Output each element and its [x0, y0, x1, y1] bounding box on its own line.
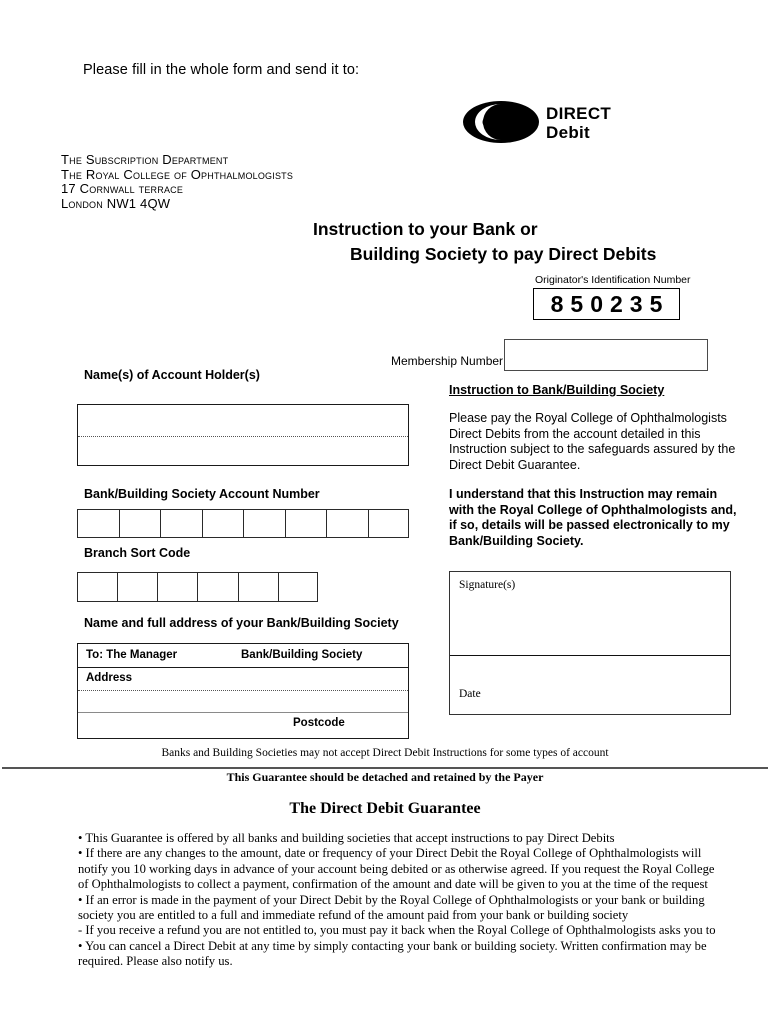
signature-field[interactable]: [450, 572, 730, 656]
sort-digit-cell[interactable]: [197, 572, 237, 602]
bank-address-row[interactable]: [78, 668, 408, 691]
guarantee-paragraph: • This Guarantee is offered by all banks and building societies that accept instructions to pay Direct Debits: [78, 831, 615, 845]
date-label: Date: [459, 688, 481, 700]
address-field-label: Address: [86, 672, 133, 684]
account-digit-cell[interactable]: [243, 509, 285, 538]
account-number-cells[interactable]: [77, 509, 409, 538]
account-digit-cell[interactable]: [202, 509, 244, 538]
names-box-divider: [78, 436, 408, 437]
account-holder-names-label: Name(s) of Account Holder(s): [84, 368, 260, 382]
bank-address-row-2[interactable]: [78, 691, 408, 713]
to-the-manager-label: To: The Manager: [86, 649, 178, 661]
detach-notice: This Guarantee should be detached and retained by the Payer: [226, 770, 544, 784]
sort-digit-cell[interactable]: [278, 572, 318, 602]
membership-number-input[interactable]: [504, 339, 708, 371]
account-digit-cell[interactable]: [368, 509, 410, 538]
guarantee-body: [78, 831, 723, 970]
sort-code-cells[interactable]: [77, 572, 318, 602]
originator-id-value: 850235: [550, 290, 670, 317]
account-digit-cell[interactable]: [285, 509, 327, 538]
bank-postcode-row[interactable]: [78, 713, 408, 738]
svg-text:DIRECT: DIRECT: [546, 104, 612, 123]
sort-digit-cell[interactable]: [157, 572, 197, 602]
sort-digit-cell[interactable]: [77, 572, 117, 602]
signature-label: Signature(s): [459, 579, 516, 591]
membership-number-label: Membership Number: [391, 354, 504, 368]
svg-text:Debit: Debit: [546, 123, 590, 142]
address-line-4: London NW1 4QW: [61, 195, 171, 211]
return-address: [61, 153, 293, 211]
bank-address-table: [77, 643, 409, 739]
account-digit-cell[interactable]: [119, 509, 161, 538]
page-title: [313, 217, 656, 267]
guarantee-paragraph: • You can cancel a Direct Debit at any time by simply contacting your bank or building society. Written confirmation may be required. Please also notify us.: [78, 938, 707, 969]
signature-box: [449, 571, 731, 715]
guarantee-paragraph: • If an error is made in the payment of your Direct Debit by the Royal College of Ophthalmologists or your bank or building society you are entitled to a full and immediate refund of the amount paid from your bank or building society: [78, 892, 705, 923]
guarantee-paragraph: - If you receive a refund you are not entitled to, you must pay it back when the Royal College of Ophthalmologists asks you to: [78, 923, 716, 938]
account-digit-cell[interactable]: [77, 509, 119, 538]
page-title-line-2: Building Society to pay Direct Debits: [350, 244, 657, 264]
sort-digit-cell[interactable]: [117, 572, 157, 602]
instruction-body-text: Please pay the Royal College of Ophthalmologists Direct Debits from the account detailed in this Instruction subject to the safeguards assured by the Direct Debit Guarantee.: [449, 411, 736, 472]
account-holder-names-box[interactable]: [77, 404, 409, 466]
send-to-instruction: Please fill in the whole form and send it to:: [83, 62, 360, 78]
bank-manager-row[interactable]: [78, 644, 408, 668]
account-digit-cell[interactable]: [326, 509, 368, 538]
bank-address-label: Name and full address of your Bank/Building Society: [84, 616, 399, 630]
account-digit-cell[interactable]: [160, 509, 202, 538]
sort-digit-cell[interactable]: [238, 572, 278, 602]
address-line-3: 17 Cornwall terrace: [61, 181, 184, 197]
understanding-text: I understand that this Instruction may remain with the Royal College of Ophthalmologists and, if so, details will be passed electronically to my Bank/Building Society.: [449, 487, 737, 548]
page-title-line-1: Instruction to your Bank or: [313, 219, 538, 239]
instruction-heading: Instruction to Bank/Building Society: [449, 383, 665, 397]
postcode-label: Postcode: [293, 717, 345, 729]
sort-code-label: Branch Sort Code: [84, 546, 191, 560]
tear-off-divider: [2, 767, 768, 769]
guarantee-title: The Direct Debit Guarantee: [289, 800, 481, 817]
bank-building-society-label: Bank/Building Society: [241, 649, 363, 661]
direct-debit-logo: [462, 99, 614, 145]
form-footnote: Banks and Building Societies may not accept Direct Debit Instructions for some types of account: [161, 747, 609, 759]
originator-id-box: [533, 288, 680, 320]
address-line-1: The Subscription Department: [61, 152, 229, 167]
date-field[interactable]: [450, 656, 730, 714]
originator-id-label: Originator's Identification Number: [535, 274, 691, 286]
guarantee-paragraph: • If there are any changes to the amount, date or frequency of your Direct Debit the Royal College of Ophthalmologists will notify you 10 working days in advance of your account being debited or as otherwise agreed. If you request the Royal College of Ophthalmologists to collect a payment, confirmation of the amount and date will be given to you at the time of the request: [78, 846, 715, 892]
account-number-label: Bank/Building Society Account Number: [84, 487, 320, 501]
address-line-2: The Royal College of Ophthalmologists: [61, 166, 294, 182]
